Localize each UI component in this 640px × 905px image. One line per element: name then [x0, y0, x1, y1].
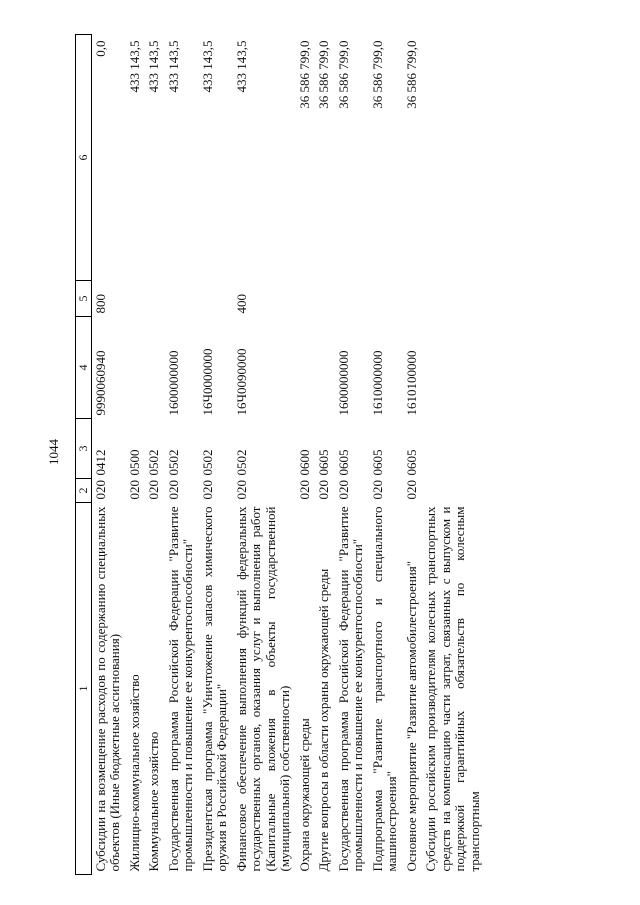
row-expense-type: [199, 281, 233, 317]
row-expense-type: [126, 281, 146, 317]
row-admin-code: 020: [403, 480, 419, 500]
row-admin-code: 020: [316, 480, 331, 500]
row-amount: 0,0: [92, 40, 108, 57]
table-row: [403, 35, 423, 875]
header-col-2: 2: [76, 479, 92, 503]
row-amount: 433 143,5: [165, 40, 181, 93]
row-amount: [422, 35, 485, 281]
budget-table: [75, 35, 635, 875]
table-row: [315, 35, 335, 875]
header-col-1: 1: [76, 503, 92, 875]
row-name: Финансовое обеспечение выполнения функций федеральных государственных органов, оказания услуг и выполнения работ (Капитальные вложения в объекты государственной (муниципальной) собственности): [233, 506, 292, 872]
table-row: [335, 35, 369, 875]
row-section-code: 0412: [92, 449, 108, 476]
row-admin-code: 020: [233, 480, 249, 500]
table-body: [91, 35, 485, 875]
row-name: Субсидии российским производителям колесных транспортных средств на компенсацию части затрат, связанных с выпуском и поддержкой гарантийных обязательств по колесным транспортным: [423, 506, 482, 872]
row-target-code: 16Ч0000000: [199, 348, 215, 416]
row-target-code: 1600000000: [335, 350, 351, 416]
row-target-code: [126, 317, 146, 419]
table-row: [296, 35, 316, 875]
row-name: Основное мероприятие "Развитие автомобилестроения": [403, 560, 419, 872]
row-section-code: 0502: [146, 449, 161, 476]
row-expense-type: [145, 281, 165, 317]
table-row: [165, 35, 199, 875]
table-row: [233, 35, 296, 875]
row-expense-type: [369, 281, 403, 317]
row-name: Государственная программа Российской Федерации "Развитие промышленности и повышение ее конкурентоспособности": [165, 506, 195, 872]
header-col-3: 3: [76, 419, 92, 479]
row-name: Подпрограмма "Развитие транспортного и специального машиностроения": [369, 506, 399, 872]
row-name: Коммунальное хозяйство: [146, 731, 161, 872]
row-admin-code: 020: [199, 480, 215, 500]
table-row: [199, 35, 233, 875]
row-expense-type: [296, 281, 316, 317]
row-target-code: 1610100000: [403, 350, 419, 416]
row-admin-code: 020: [92, 480, 108, 500]
table-row: [126, 35, 146, 875]
row-section-code: 0605: [369, 449, 385, 476]
row-name: Субсидии на возмещение расходов по содержанию специальных объектов (Иные бюджетные ассигнования): [92, 506, 122, 872]
row-name: Охрана окружающей среды: [296, 718, 312, 872]
budget-table-grid: [75, 34, 485, 875]
row-expense-type: [165, 281, 199, 317]
row-section-code: 0605: [403, 449, 419, 476]
row-admin-code: 020: [126, 480, 142, 500]
row-amount: 433 143,5: [146, 40, 161, 93]
row-section-code: 0502: [199, 449, 215, 476]
row-amount: 36 586 799,0: [403, 40, 419, 109]
row-expense-type: [315, 281, 335, 317]
header-col-6: 6: [76, 35, 92, 281]
row-admin-code: 020: [146, 480, 161, 500]
row-section-code: 0502: [233, 449, 249, 476]
table-row: [145, 35, 165, 875]
row-section-code: 0605: [335, 449, 351, 476]
header-row: [76, 35, 92, 875]
row-target-code: 16Ч0090000: [233, 348, 249, 416]
row-admin-code: 020: [369, 480, 385, 500]
row-admin-code: 020: [335, 480, 351, 500]
page-number: 1044: [46, 439, 61, 465]
header-col-4: 4: [76, 317, 92, 419]
table-header: [76, 35, 92, 875]
row-admin-code: 020: [165, 480, 181, 500]
row-section-code: 0605: [316, 449, 331, 476]
row-amount: 433 143,5: [199, 40, 215, 93]
header-col-5: 5: [76, 281, 92, 317]
row-amount: 36 586 799,0: [296, 40, 312, 109]
row-target-code: [315, 317, 335, 419]
row-amount: 36 586 799,0: [335, 40, 351, 109]
row-expense-type: [403, 281, 423, 317]
table-row: [422, 35, 485, 875]
row-admin-code: [422, 479, 485, 503]
row-section-code: 0500: [126, 449, 142, 476]
row-admin-code: 020: [296, 480, 312, 500]
row-target-code: [296, 317, 316, 419]
row-expense-type: 400: [233, 294, 249, 314]
row-expense-type: [422, 281, 485, 317]
row-target-code: 9990060940: [92, 350, 108, 416]
row-expense-type: [335, 281, 369, 317]
row-target-code: [422, 317, 485, 419]
row-target-code: 1610000000: [369, 350, 385, 416]
table-row: [369, 35, 403, 875]
row-amount: 36 586 799,0: [369, 40, 385, 109]
row-section-code: 0600: [296, 449, 312, 476]
row-amount: 433 143,5: [126, 40, 142, 93]
row-name: Государственная программа Российской Федерации "Развитие промышленности и повышение ее конкурентоспособности": [335, 506, 365, 872]
row-section-code: [422, 419, 485, 479]
row-expense-type: 800: [92, 294, 108, 314]
row-amount: 433 143,5: [233, 40, 249, 93]
row-amount: 36 586 799,0: [316, 40, 331, 109]
row-section-code: 0502: [165, 449, 181, 476]
row-target-code: 1600000000: [165, 350, 181, 416]
row-name: Другие вопросы в области охраны окружающей среды: [316, 568, 331, 872]
row-target-code: [145, 317, 165, 419]
row-name: Жилищно-коммунальное хозяйство: [126, 674, 142, 872]
table-row: [91, 35, 126, 875]
row-name: Президентская программа "Уничтожение запасов химического оружия в Российской Федерации": [199, 506, 229, 872]
